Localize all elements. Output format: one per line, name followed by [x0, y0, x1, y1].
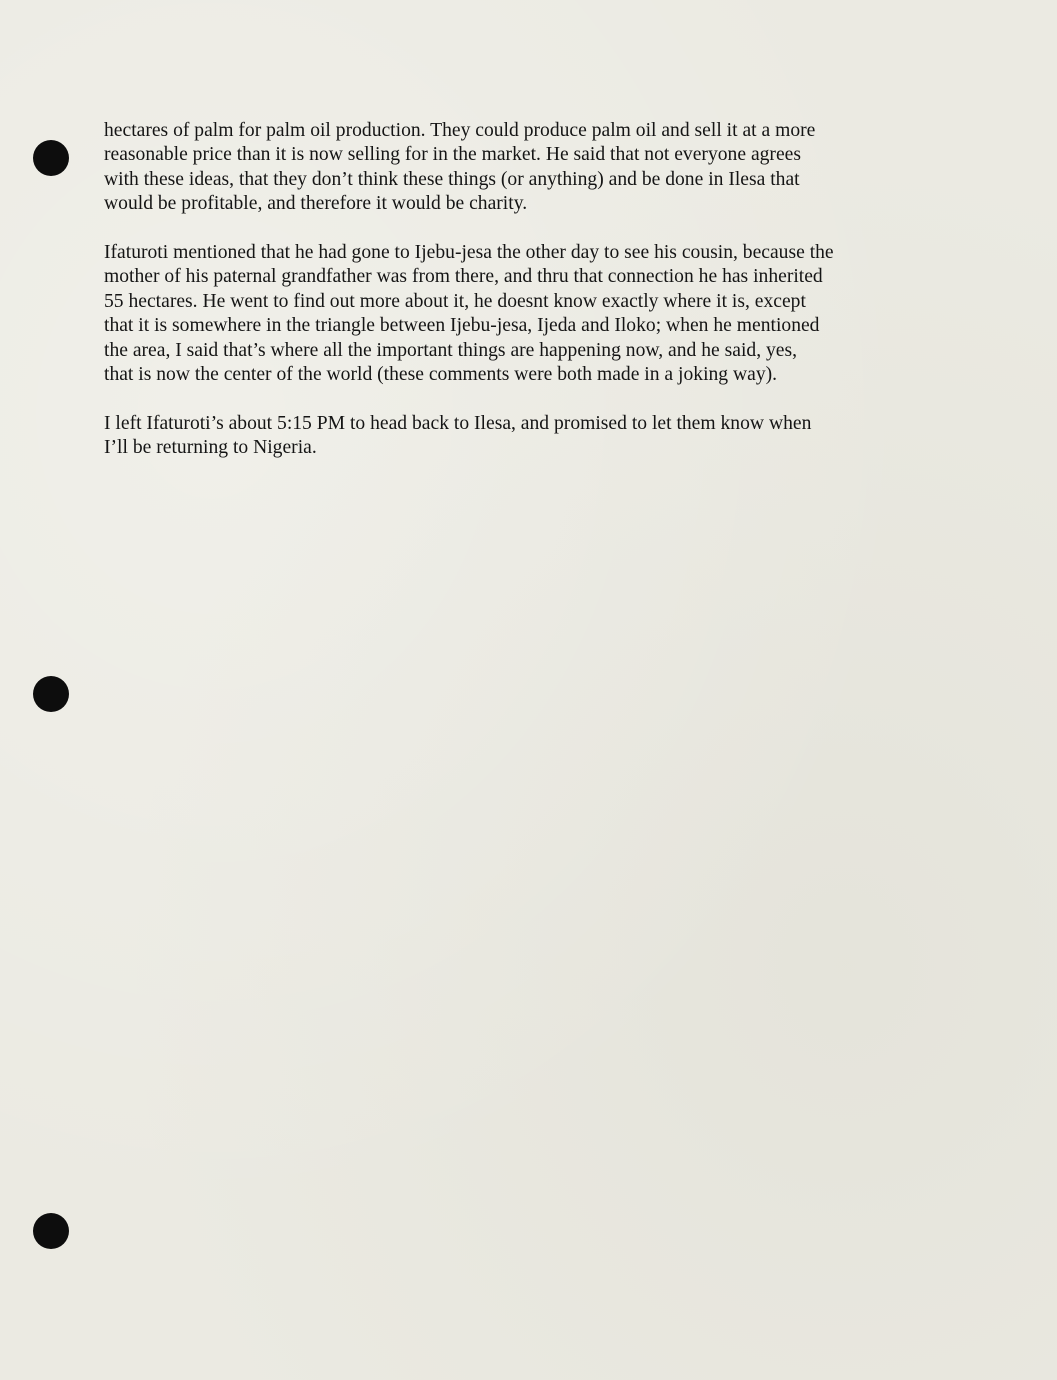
paragraph-2 — [104, 241, 924, 387]
text-line: hectares of palm for palm oil production. They could produce palm oil and sell it at a more — [104, 120, 816, 141]
text-line: reasonable price than it is now selling for in the market. He said that not everyone agrees — [104, 144, 801, 166]
binder-hole-top — [33, 140, 69, 176]
text-line: I’ll be returning to Nigeria. — [104, 437, 317, 459]
paragraph-3 — [104, 412, 924, 461]
text-line: that it is somewhere in the triangle between Ijebu-jesa, Ijeda and Iloko; when he mentioned — [104, 315, 820, 337]
text-line: Ifaturoti mentioned that he had gone to Ijebu-jesa the other day to see his cousin, because the — [104, 242, 834, 264]
text-line: would be profitable, and therefore it would be charity. — [104, 193, 528, 215]
text-line: the area, I said that’s where all the important things are happening now, and he said, yes, — [104, 339, 798, 361]
text-line: with these ideas, that they don’t think these things (or anything) and be done in Ilesa that — [104, 168, 800, 190]
binder-hole-middle — [33, 676, 69, 712]
text-line: mother of his paternal grandfather was from there, and thru that connection he has inherited — [104, 266, 823, 288]
document-body — [104, 119, 924, 461]
text-line: 55 hectares. He went to find out more about it, he doesnt know exactly where it is, except — [104, 290, 806, 312]
binder-hole-bottom — [33, 1213, 69, 1249]
text-line: I left Ifaturoti’s about 5:15 PM to head back to Ilesa, and promised to let them know when — [104, 412, 812, 434]
paragraph-1 — [104, 119, 924, 217]
text-line: that is now the center of the world (these comments were both made in a joking way). — [104, 364, 778, 386]
